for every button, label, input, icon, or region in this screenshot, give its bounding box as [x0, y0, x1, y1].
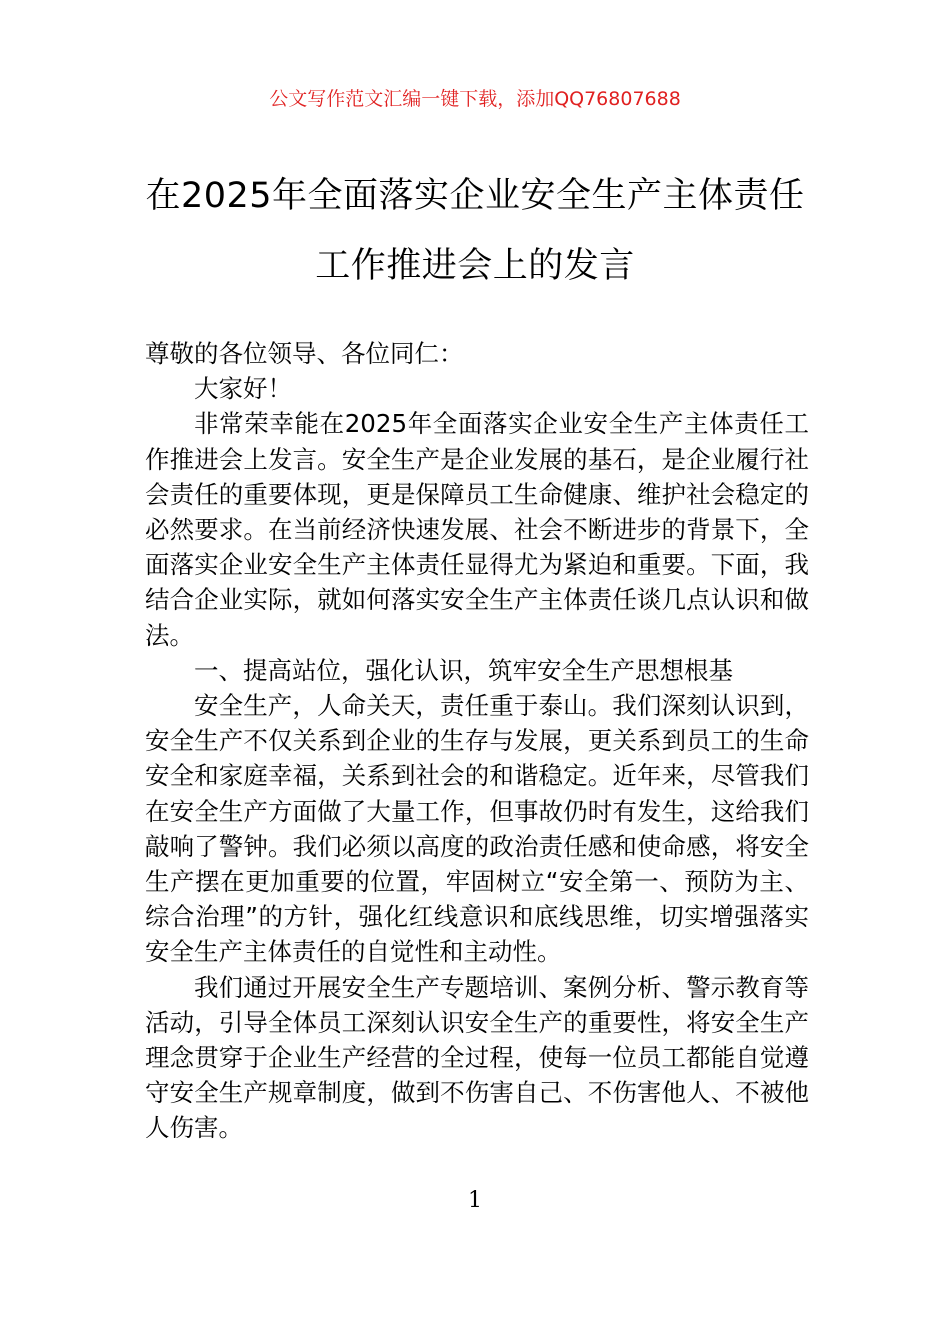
- document-title-line-2: 工作推进会上的发言: [315, 246, 635, 286]
- page-number: 1: [468, 1188, 482, 1213]
- paragraph-section-1: 安全生产，人命关天，责任重于泰山。我们深刻认识到，安全生产不仅关系到企业的生存与发展，更关系到员工的生命安全和家庭幸福，关系到社会的和谐稳定。近年来，尽管我们在安全生产方面做了大量工作，但事故仍时有发生，这给我们敲响了警钟。我们必须以高度的政治责任感和使命感，将安全生产摆在更加重要的位置，牢固树立“安全第一、预防为主、综合治理”的方针，强化红线意识和底线思维，切实增强落实安全生产主体责任的自觉性和主动性。: [145, 691, 809, 967]
- paragraph-intro: 非常荣幸能在2025年全面落实企业安全生产主体责任工作推进会上发言。安全生产是企业发展的基石，是企业履行社会责任的重要体现，更是保障员工生命健康、维护社会稳定的必然要求。在当前经济快速发展、社会不断进步的背景下，全面落实企业安全生产主体责任显得尤为紧迫和重要。下面，我结合企业实际，就如何落实安全生产主体责任谈几点认识和做法。: [145, 409, 809, 650]
- document-title-line-1: 在2025年全面落实企业安全生产主体责任: [145, 176, 805, 216]
- promo-banner: 公文写作范文汇编一键下载，添加QQ76807688: [269, 88, 681, 110]
- salutation: 尊敬的各位领导、各位同仁：: [145, 339, 464, 368]
- document-body: [145, 336, 809, 1146]
- greeting: 大家好！: [194, 374, 292, 404]
- section-heading-1: 一、提高站位，强化认识，筑牢安全生产思想根基: [194, 655, 733, 685]
- paragraph-section-1-continued: 我们通过开展安全生产专题培训、案例分析、警示教育等活动，引导全体员工深刻认识安全生产的重要性，将安全生产理念贯穿于企业生产经营的全过程，使每一位员工都能自觉遵守安全生产规章制度，做到不伤害自己、不伤害他人、不被他人伤害。: [145, 972, 809, 1143]
